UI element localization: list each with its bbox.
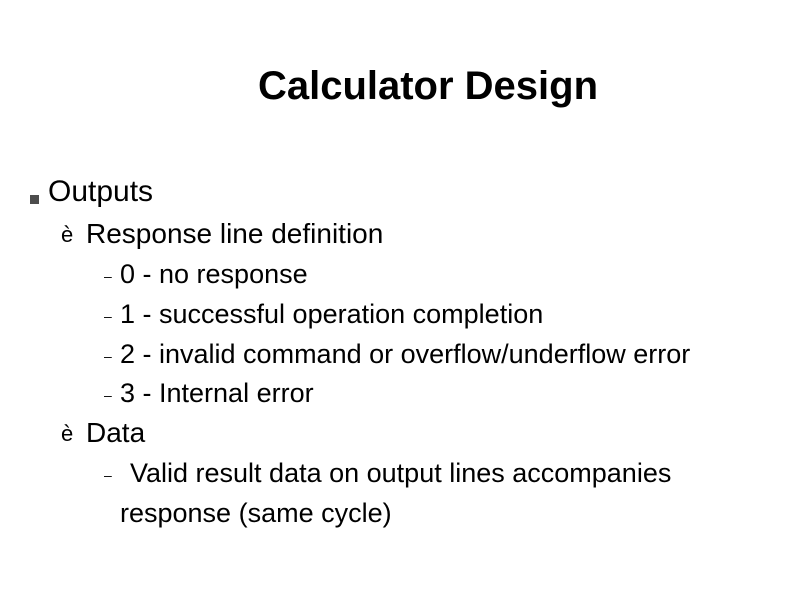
response-item: 0 - no response xyxy=(120,259,308,289)
bullet-response-line-definition: Response line definition xyxy=(86,218,384,249)
arrow-bullet-icon: è xyxy=(61,421,74,446)
dash-bullet-icon: – xyxy=(104,467,112,483)
arrow-bullet-icon: è xyxy=(61,222,74,247)
square-bullet-icon xyxy=(30,195,39,204)
data-item-line: response (same cycle) xyxy=(120,498,392,528)
response-item: 3 - Internal error xyxy=(120,378,314,408)
data-item-line: Valid result data on output lines accompanies xyxy=(130,458,672,488)
slide-title: Calculator Design xyxy=(257,64,599,108)
dash-bullet-icon: – xyxy=(104,348,112,364)
response-item: 1 - successful operation completion xyxy=(120,299,544,329)
bullet-outputs: Outputs xyxy=(48,175,154,208)
bullet-data: Data xyxy=(86,417,146,448)
response-item: 2 - invalid command or overflow/underflow error xyxy=(120,339,691,369)
dash-bullet-icon: – xyxy=(104,268,112,284)
dash-bullet-icon: – xyxy=(104,387,112,403)
dash-bullet-icon: – xyxy=(104,308,112,324)
